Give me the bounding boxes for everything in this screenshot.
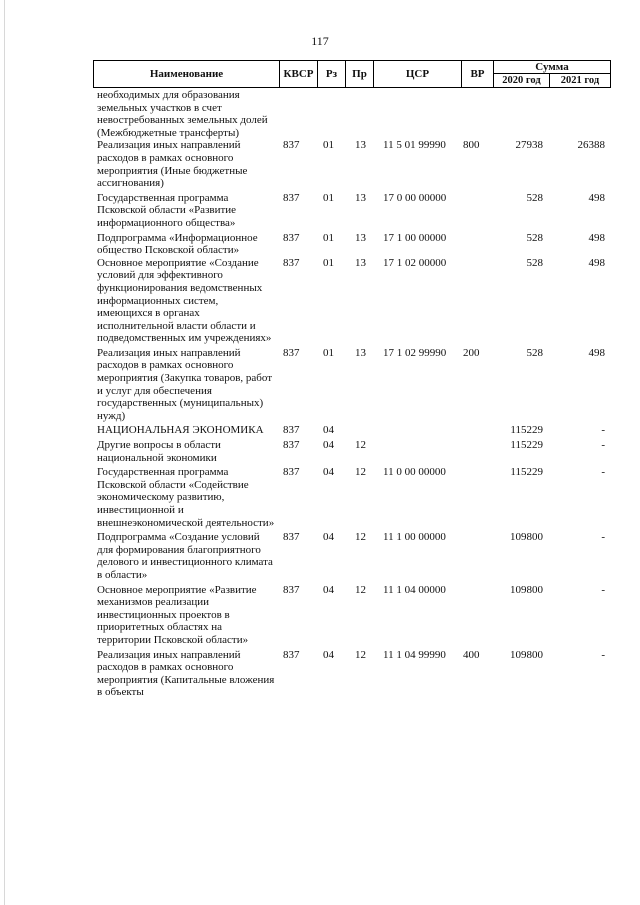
kvsr-cell: 837 bbox=[283, 191, 300, 204]
table-header bbox=[93, 60, 611, 88]
rz-cell: 01 bbox=[323, 231, 334, 244]
table-row bbox=[93, 439, 611, 464]
row-name: Основное мероприятие «Развитие механизмов реализации инвестиционных проектов в приоритетных областях на территории Псковской области» bbox=[97, 583, 257, 646]
rz-cell: 01 bbox=[323, 256, 334, 269]
sum-2020-cell: 109800 bbox=[510, 531, 543, 544]
sum-2021-cell: 498 bbox=[588, 191, 605, 204]
vr-cell: 800 bbox=[463, 139, 480, 152]
csr-cell: 17 1 02 00000 bbox=[383, 256, 447, 269]
sum-2021-cell: - bbox=[601, 466, 605, 479]
sum-2020-cell: 115229 bbox=[510, 439, 543, 452]
csr-cell: 17 1 00 00000 bbox=[383, 231, 447, 244]
rz-cell: 01 bbox=[323, 191, 334, 204]
sum-2020-cell: 528 bbox=[526, 191, 543, 204]
row-name: Реализация иных направлений расходов в рамках основного мероприятия (Закупка товаров, работ и услуг для обеспечения государственных (муниципальных) нужд) bbox=[97, 346, 273, 422]
sum-2021-cell: - bbox=[601, 424, 605, 437]
rz-cell: 04 bbox=[323, 466, 334, 479]
header-year-2021: 2021 год bbox=[560, 75, 600, 86]
rz-cell: 01 bbox=[323, 346, 334, 359]
kvsr-cell: 837 bbox=[283, 231, 300, 244]
table-row bbox=[93, 466, 611, 529]
sum-2020-cell: 109800 bbox=[510, 583, 543, 596]
rz-cell: 04 bbox=[323, 648, 334, 661]
table-row bbox=[93, 584, 611, 647]
header-year-2020: 2020 год bbox=[494, 74, 550, 87]
pr-cell: 13 bbox=[355, 139, 366, 152]
kvsr-cell: 837 bbox=[283, 648, 300, 661]
csr-cell: 17 1 02 99990 bbox=[383, 346, 447, 359]
sum-2020-cell: 528 bbox=[526, 231, 543, 244]
rz-cell: 01 bbox=[323, 139, 334, 152]
vr-cell: 400 bbox=[463, 648, 480, 661]
header-sum-group bbox=[494, 61, 610, 87]
pr-cell: 13 bbox=[355, 346, 366, 359]
rz-cell: 04 bbox=[323, 531, 334, 544]
table-body bbox=[93, 89, 611, 699]
pr-cell: 13 bbox=[355, 256, 366, 269]
sum-2021-cell: - bbox=[601, 648, 605, 661]
header-kvsr: КВСР bbox=[280, 61, 318, 87]
csr-cell: 11 1 00 00000 bbox=[383, 531, 446, 544]
table-row bbox=[93, 192, 611, 230]
table-row bbox=[93, 232, 611, 257]
sum-2021-cell: 498 bbox=[588, 231, 605, 244]
row-name: Государственная программа Псковской области «Развитие информационного общества» bbox=[97, 191, 237, 229]
sum-2021-cell: - bbox=[601, 439, 605, 452]
table-row bbox=[93, 424, 611, 437]
pr-cell: 12 bbox=[355, 531, 366, 544]
row-name: Государственная программа Псковской области «Содействие экономическому развитию, инвестиционной и внешнеэкономической деятельности» bbox=[97, 466, 275, 529]
table-row bbox=[93, 347, 611, 423]
csr-cell: 17 0 00 00000 bbox=[383, 191, 447, 204]
csr-cell: 11 0 00 00000 bbox=[383, 466, 446, 479]
sum-2021-cell: - bbox=[601, 531, 605, 544]
kvsr-cell: 837 bbox=[283, 424, 300, 437]
row-name: Подпрограмма «Создание условий для формирования благоприятного делового и инвестиционного климата в области» bbox=[97, 531, 273, 581]
header-rz: Рз bbox=[318, 61, 346, 87]
sum-2020-cell: 528 bbox=[526, 346, 543, 359]
sum-2020-cell: 115229 bbox=[510, 466, 543, 479]
vr-cell: 200 bbox=[463, 346, 480, 359]
page-number: 117 bbox=[311, 34, 329, 48]
table-row bbox=[93, 139, 611, 189]
rz-cell: 04 bbox=[323, 439, 334, 452]
pr-cell: 12 bbox=[355, 648, 366, 661]
sum-2021-cell: 498 bbox=[588, 256, 605, 269]
rz-cell: 04 bbox=[323, 583, 334, 596]
sum-2020-cell: 27938 bbox=[515, 139, 543, 152]
table-row bbox=[93, 89, 611, 139]
csr-cell: 11 1 04 00000 bbox=[383, 583, 446, 596]
sum-2021-cell: - bbox=[601, 583, 605, 596]
pr-cell: 12 bbox=[355, 466, 366, 479]
row-name: НАЦИОНАЛЬНАЯ ЭКОНОМИКА bbox=[97, 424, 264, 437]
sum-2020-cell: 109800 bbox=[510, 648, 543, 661]
kvsr-cell: 837 bbox=[283, 439, 300, 452]
kvsr-cell: 837 bbox=[283, 256, 300, 269]
kvsr-cell: 837 bbox=[283, 583, 300, 596]
scan-edge-line bbox=[4, 0, 5, 905]
header-vr: ВР bbox=[462, 61, 494, 87]
header-sum: Сумма bbox=[494, 61, 610, 74]
table-row bbox=[93, 649, 611, 699]
row-name: Подпрограмма «Информационное общество Псковской области» bbox=[97, 231, 258, 257]
sum-2021-cell: 498 bbox=[588, 346, 605, 359]
header-pr: Пр bbox=[346, 61, 374, 87]
header-name: Наименование bbox=[94, 61, 280, 87]
kvsr-cell: 837 bbox=[283, 466, 300, 479]
row-name: Реализация иных направлений расходов в рамках основного мероприятия (Капитальные вложения в объекты bbox=[97, 648, 275, 699]
row-name: необходимых для образования земельных участков в счет невостребованных земельных долей (Межбюджетные трансферты) bbox=[97, 89, 268, 139]
csr-cell: 11 5 01 99990 bbox=[383, 139, 446, 152]
sum-2020-cell: 115229 bbox=[510, 424, 543, 437]
sum-2021-cell: 26388 bbox=[577, 139, 605, 152]
row-name: Основное мероприятие «Создание условий для эффективного функционирования ведомственных информационных систем, имеющихся в органах исполнительной власти области и подведомственных им учреждениях» bbox=[97, 256, 272, 345]
table-row bbox=[93, 531, 611, 581]
csr-cell: 11 1 04 99990 bbox=[383, 648, 446, 661]
kvsr-cell: 837 bbox=[283, 139, 300, 152]
header-csr: ЦСР bbox=[374, 61, 462, 87]
row-name: Другие вопросы в области национальной экономики bbox=[97, 439, 221, 464]
sum-2020-cell: 528 bbox=[526, 256, 543, 269]
table-row bbox=[93, 257, 611, 345]
pr-cell: 13 bbox=[355, 231, 366, 244]
pr-cell: 12 bbox=[355, 439, 366, 452]
row-name: Реализация иных направлений расходов в рамках основного мероприятия (Иные бюджетные ассигнования) bbox=[97, 139, 248, 190]
pr-cell: 12 bbox=[355, 583, 366, 596]
pr-cell: 13 bbox=[355, 191, 366, 204]
kvsr-cell: 837 bbox=[283, 346, 300, 359]
kvsr-cell: 837 bbox=[283, 531, 300, 544]
rz-cell: 04 bbox=[323, 424, 334, 437]
